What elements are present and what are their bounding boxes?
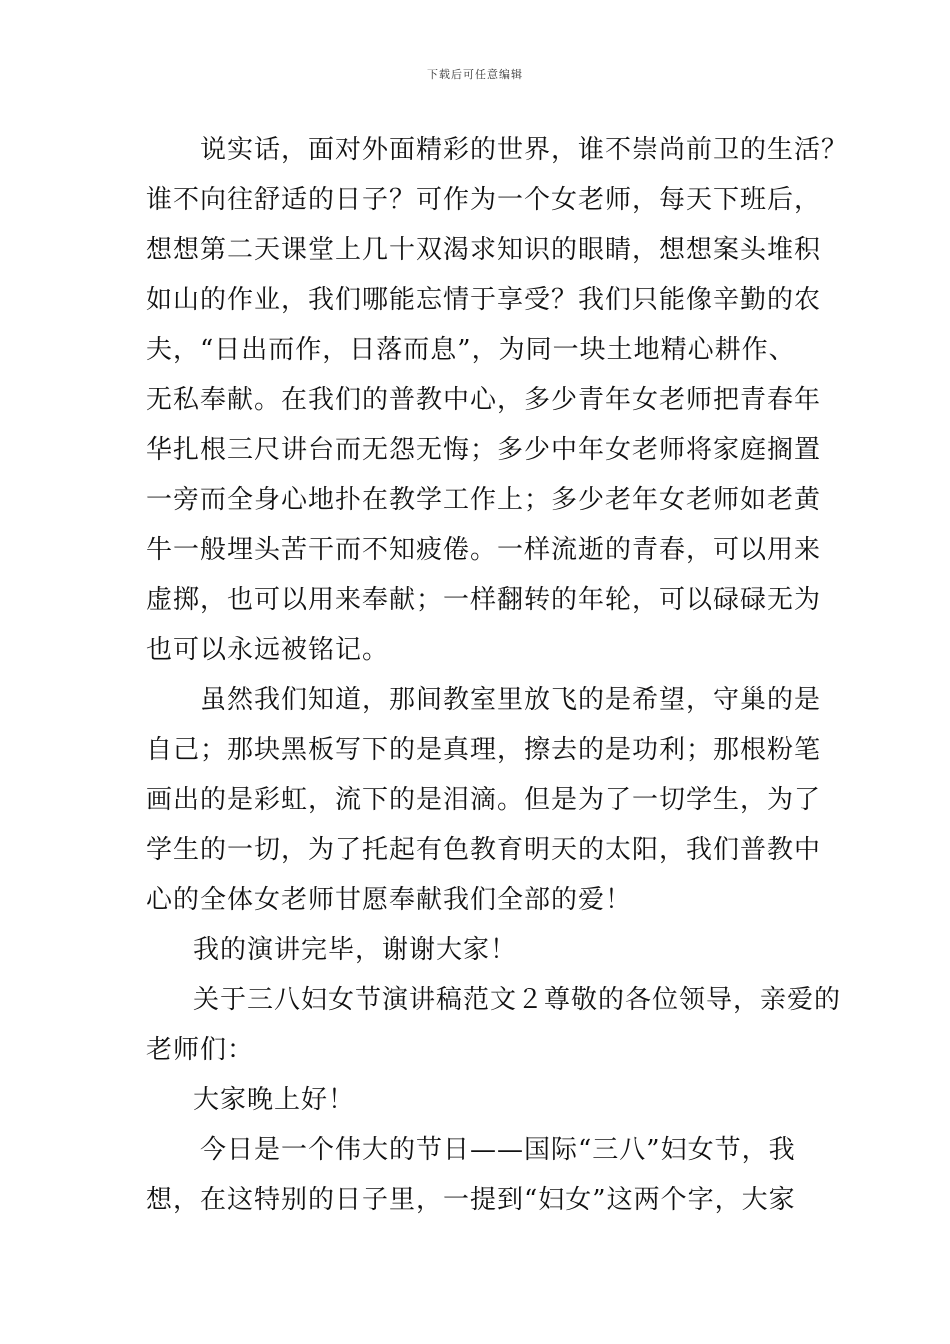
text-line: 谁不向往舒适的日子？可作为一个女老师，每天下班后， (146, 185, 822, 215)
text-line: 虽然我们知道，那间教室里放飞的是希望，守巢的是 (200, 685, 822, 715)
text-line: 我的演讲完毕，谢谢大家！ (193, 935, 518, 965)
text-line: 想，在这特别的日子里，一提到“妇女”这两个字，大家 (146, 1185, 796, 1215)
text-line: 今日是一个伟大的节日——国际“三八”妇女节，我 (200, 1135, 796, 1165)
text-line: 虚掷，也可以用来奉献；一样翻转的年轮，可以碌碌无为 (146, 585, 822, 615)
text-line: 牛一般埋头苦干而不知疲倦。一样流逝的青春，可以用来 (146, 535, 822, 565)
text-line: 自己；那块黑板写下的是真理，擦去的是功利；那根粉笔 (146, 735, 822, 765)
text-line: 画出的是彩虹，流下的是泪滴。但是为了一切学生，为了 (146, 785, 822, 815)
text-line: 一旁而全身心地扑在教学工作上；多少老年女老师如老黄 (146, 485, 822, 515)
text-line: 无私奉献。在我们的普教中心，多少青年女老师把青春年 (146, 385, 822, 415)
text-line: 关于三八妇女节演讲稿范文２尊敬的各位领导，亲爱的 (193, 985, 842, 1015)
text-line: 老师们： (146, 1035, 255, 1065)
text-line: 华扎根三尺讲台而无怨无悔；多少中年女老师将家庭搁置 (146, 435, 822, 465)
page-header: 下载后可任意编辑 (427, 68, 523, 81)
text-line: 也可以永远被铭记。 (146, 635, 390, 665)
text-line: 大家晚上好！ (193, 1085, 356, 1115)
text-line: 想想第二天课堂上几十双渴求知识的眼睛，想想案头堆积 (146, 235, 822, 265)
text-line: 说实话，面对外面精彩的世界，谁不崇尚前卫的生活？ (200, 135, 849, 165)
text-line: 夫，“日出而作，日落而息”，为同一块土地精心耕作、 (146, 335, 796, 365)
text-line: 如山的作业，我们哪能忘情于享受？我们只能像辛勤的农 (146, 285, 822, 315)
text-line: 学生的一切，为了托起有色教育明天的太阳，我们普教中 (146, 835, 822, 865)
text-line: 心的全体女老师甘愿奉献我们全部的爱！ (146, 885, 633, 915)
